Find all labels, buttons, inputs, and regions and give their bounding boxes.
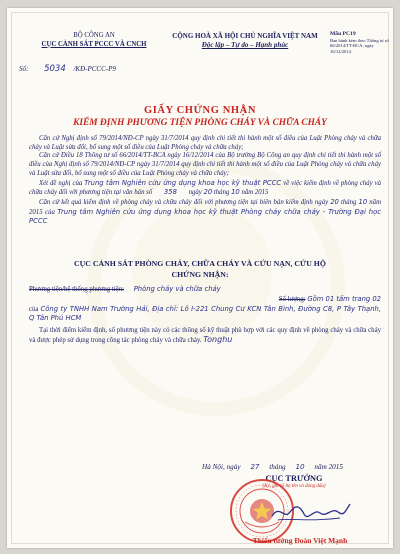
owner-line — [29, 305, 381, 325]
document-title: GIẤY CHỨNG NHẬN — [143, 105, 257, 116]
quantity-value: Gồm 01 tấm trang 02 — [307, 294, 381, 303]
issue-month: 10 — [295, 462, 305, 471]
number-value: 5034 — [44, 64, 66, 74]
certifies-heading: CHỨNG NHẬN: — [171, 269, 229, 279]
inspection-org: Trung tâm Nghiên cứu ứng dụng khoa học kỹ thuật Phòng cháy chữa cháy - Trường Đại học PCCC — [29, 207, 381, 226]
signer-name: Thiếu tướng Đoàn Việt Mạnh — [252, 536, 348, 545]
number-suffix: /KĐ-PCCC-P9 — [73, 65, 116, 73]
ministry-name: BỘ CÔNG AN — [73, 32, 115, 39]
equipment-label: Phương tiện/hệ thống phương tiện: — [29, 286, 124, 293]
request-month: 10 — [231, 188, 240, 197]
quantity-label: Số lượng: — [278, 295, 306, 303]
national-header — [155, 32, 335, 50]
form-note: Ban hành kèm theo Thông tư số 66/2014/TT-BCA, ngày 16/12/2014 — [330, 37, 389, 54]
issue-date: Hà Nội, ngày 27 tháng 10 năm 2015 — [202, 462, 343, 471]
document-subtitle: KIỂM ĐỊNH PHƯƠNG TIỆN PHÒNG CHÁY VÀ CHỮA CHÁY — [73, 118, 327, 128]
inspection-day: 20 — [330, 197, 339, 206]
handwritten-signature-icon — [270, 498, 352, 526]
inspection-month: 10 — [358, 197, 368, 206]
owner-prefix: của — [29, 305, 39, 313]
preamble-decree: Căn cứ Nghị định số 79/2014/NĐ-CP ngày 31/7/2014 quy định chi tiết thi hành một số điều của Luật Phòng cháy và chữa cháy và Luật sửa đổi, bổ sung một số điều của Luật Phòng cháy và chữa cháy; — [29, 135, 381, 151]
request-day: 20 — [203, 188, 213, 197]
national-motto: Độc lập – Tự do – Hạnh phúc — [201, 41, 289, 49]
number-prefix: Số: — [19, 65, 29, 73]
certificate-sheet — [7, 8, 393, 548]
department-name: CỤC CẢNH SÁT PCCC VÀ CNCH — [41, 40, 147, 48]
document-number — [19, 64, 116, 74]
country-name: CỘNG HOÀ XÃ HỘI CHỦ NGHĨA VIỆT NAM — [172, 32, 318, 40]
requesting-org: Trung tâm Nghiên cứu ứng dụng khoa học kỹ thuật PCCC — [84, 178, 282, 187]
certifying-authority — [7, 259, 393, 280]
form-reference — [330, 32, 392, 54]
quantity-line — [29, 295, 381, 305]
owner-value: Công ty TNHH Nam Trường Hải, Địa chỉ: Lô I-221 Chung Cư KCN Tân Bình, Đường C8, P Tây Thạnh, Q Tân Phú HCM — [29, 304, 382, 323]
preamble-circular: Căn cứ Điều 18 Thông tư số 66/2014/TT-BCA ngày 16/12/2014 của Bộ trưởng Bộ Công an quy định chi tiết thi hành một số điều của Nghị định số 79/2014/NĐ-CP ngày 31/7/2014 quy định chi tiết thi hành một số điều của Luật Phòng cháy và chữa cháy và Luật sửa đổi, bổ sung một số điều của Luật Phòng cháy và chữa cháy; — [29, 152, 381, 177]
signer-title: CỤC TRƯỞNG — [265, 474, 323, 483]
preamble — [29, 135, 381, 227]
equipment-line — [29, 285, 381, 295]
issuing-agency — [19, 32, 169, 49]
authority-name: CỤC CẢNH SÁT PHÒNG CHÁY, CHỮA CHÁY VÀ CỨU NẠN, CỨU HỘ — [74, 259, 326, 268]
issue-day: 27 — [250, 462, 260, 471]
handwritten-initials: Tonghu — [203, 334, 233, 344]
inspection-result: Tại thời điểm kiểm định, số phương tiện này có các thông số kỹ thuật phù hợp với các quy định về phòng cháy và chữa cháy và được phép sử dụng trong công tác phòng cháy và chữa cháy. Tonghu — [29, 327, 381, 344]
form-code: Mẫu PC19 — [330, 31, 356, 37]
preamble-request: Xét đề nghị của Trung tâm Nghiên cứu ứng dụng khoa học kỹ thuật PCCC về việc kiểm định về phòng cháy và chữa cháy đối với phương tiện tại văn bản số 358 ngày 20 tháng 10 năm 2015 — [29, 178, 381, 197]
equipment-value: Phòng cháy và chữa cháy — [133, 285, 221, 293]
signer-instruction: (Ký, ghi rõ họ tên và đóng dấu) — [262, 484, 326, 489]
preamble-result: Căn cứ kết quả kiểm định về phòng cháy và chữa cháy đối với phương tiện tại biên bản kiểm định ngày 20 tháng 10 năm 2015 của Trung tâm Nghiên cứu ứng dụng khoa học kỹ thuật Phòng cháy chữa cháy - Trường Đại học PCCC — [29, 197, 381, 226]
request-number: 358 — [163, 188, 177, 197]
certificate-body — [29, 285, 381, 346]
